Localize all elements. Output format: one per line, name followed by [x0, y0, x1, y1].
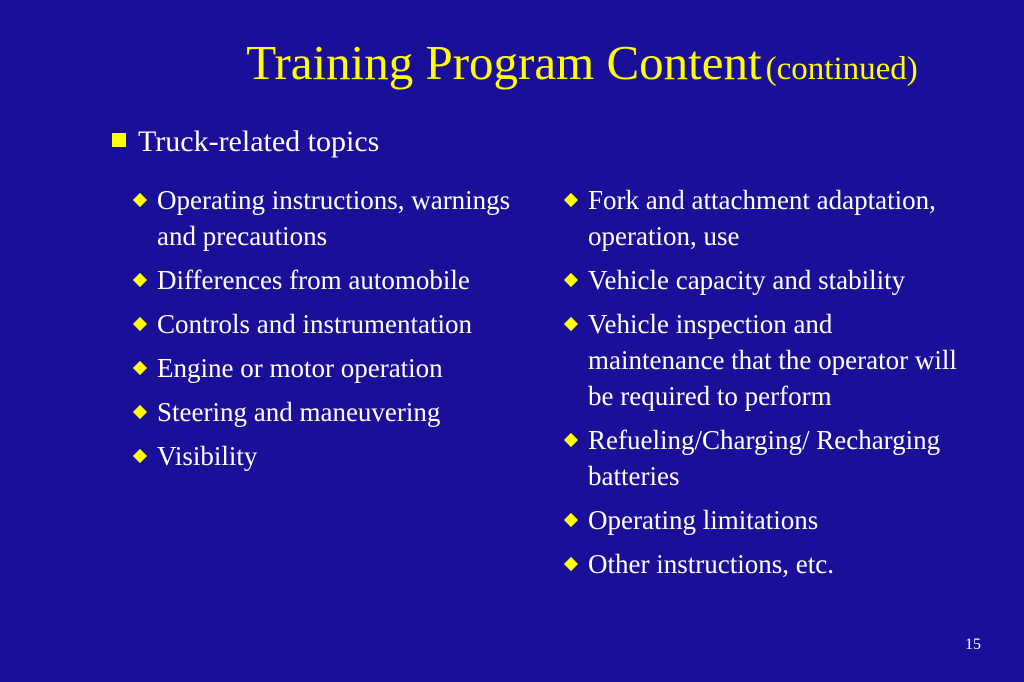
list-item-text: Refueling/Charging/ Recharging batteries: [588, 425, 941, 491]
list-item-text: Visibility: [157, 441, 258, 471]
diamond-bullet-icon: [133, 405, 147, 419]
list-item: [131, 262, 521, 298]
list-item: [131, 306, 521, 342]
section-heading-text: Truck-related topics: [138, 125, 380, 158]
slide-title: [0, 35, 1024, 90]
diamond-bullet-icon: [564, 433, 578, 447]
left-bullet-list: [131, 182, 521, 482]
list-item-text: Engine or motor operation: [157, 353, 443, 383]
list-item: [562, 502, 972, 538]
list-item: [562, 262, 972, 298]
section-heading: [112, 124, 379, 160]
diamond-bullet-icon: [564, 513, 578, 527]
list-item-text: Fork and attachment adaptation, operation, use: [588, 185, 936, 251]
list-item: [131, 182, 521, 254]
diamond-bullet-icon: [564, 557, 578, 571]
list-item: [562, 182, 972, 254]
diamond-bullet-icon: [133, 361, 147, 375]
list-item-text: Vehicle capacity and stability: [588, 265, 906, 295]
diamond-bullet-icon: [564, 273, 578, 287]
list-item: [562, 422, 972, 494]
list-item-text: Other instructions, etc.: [588, 549, 834, 579]
diamond-bullet-icon: [564, 193, 578, 207]
list-item: [131, 438, 521, 474]
page-number: 15: [965, 636, 981, 653]
list-item-text: Differences from automobile: [157, 265, 470, 295]
diamond-bullet-icon: [133, 273, 147, 287]
right-bullet-list: [562, 182, 972, 590]
list-item-text: Vehicle inspection and maintenance that the operator will be required to perform: [588, 309, 957, 411]
list-item: [131, 350, 521, 386]
diamond-bullet-icon: [133, 193, 147, 207]
list-item-text: Controls and instrumentation: [157, 309, 472, 339]
title-main: Training Program Content: [246, 35, 762, 90]
list-item-text: Operating instructions, warnings and precautions: [157, 185, 511, 251]
list-item: [562, 546, 972, 582]
list-item: [131, 394, 521, 430]
diamond-bullet-icon: [133, 449, 147, 463]
diamond-bullet-icon: [133, 317, 147, 331]
list-item-text: Operating limitations: [588, 505, 819, 535]
title-sub: (continued): [765, 51, 918, 87]
list-item: [562, 306, 972, 414]
diamond-bullet-icon: [564, 317, 578, 331]
list-item-text: Steering and maneuvering: [157, 397, 441, 427]
square-bullet-icon: [112, 133, 126, 147]
